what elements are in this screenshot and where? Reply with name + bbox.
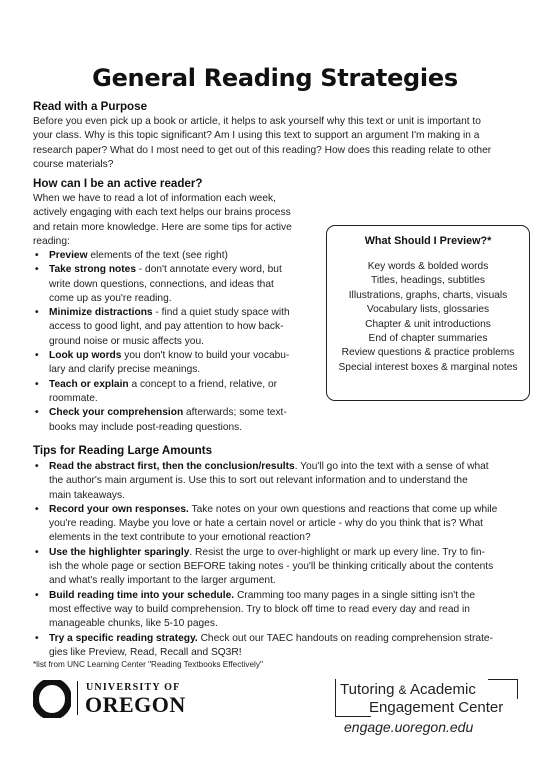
taec-text: Academic <box>406 681 476 698</box>
bullet-bold: Take strong notes <box>49 264 136 276</box>
bullet-dot: • <box>35 632 39 644</box>
preview-item: Review questions & practice problems <box>341 347 515 359</box>
list-item <box>33 460 533 503</box>
preview-item: Vocabulary lists, glossaries <box>366 304 490 316</box>
taec-frame <box>335 716 371 717</box>
bullet-bold: Use the highlighter sparingly <box>49 546 190 558</box>
bullet-text: and what's really important to the larger argument. <box>49 575 276 587</box>
bullet-text: elements in the text contribute to your emotional reaction? <box>49 532 311 544</box>
intro-line: actively engaging with each text helps our brains process <box>33 207 291 219</box>
taec-frame <box>488 679 518 680</box>
bullet-text: Check out our TAEC handouts on reading comprehension strate- <box>197 632 493 644</box>
list-item <box>33 632 533 661</box>
bullet-text: roommate. <box>49 392 98 404</box>
preview-item: End of chapter summaries <box>368 333 488 345</box>
bullet-text: manageable chunks, like 5-10 pages. <box>49 618 218 630</box>
bullet-text: most effective way to build comprehension. Try to block off time to read every day and read in <box>49 603 470 615</box>
bullet-dot: • <box>35 250 39 261</box>
purpose-line: your class. Why is this topic significant? Am I using this text to support an argument I'm making in a <box>33 130 480 142</box>
list-item <box>33 263 323 306</box>
bullet-dot: • <box>35 307 39 319</box>
bullet-text: - find a quiet study space with <box>152 307 290 319</box>
bullet-dot: • <box>35 264 39 276</box>
purpose-line: research paper? What do I most need to get out of this reading? How does this reading relate to other <box>33 144 492 156</box>
bullet-text: elements of the text (see right) <box>87 250 228 261</box>
taec-logo <box>335 679 520 717</box>
list-item <box>33 378 323 407</box>
purpose-paragraph <box>33 115 528 172</box>
intro-line: reading: <box>33 235 70 247</box>
bullet-dot: • <box>35 407 39 419</box>
preview-item: Special interest boxes & marginal notes <box>338 361 518 373</box>
bullet-text: access to good light, and pay attention to how back- <box>49 321 284 333</box>
bullet-text: Cramming too many pages in a single sitting isn't the <box>234 589 476 601</box>
bullet-text: . Resist the urge to over-highlight or mark up every line. Try to fin- <box>189 546 485 558</box>
active-reader-list <box>33 249 323 435</box>
list-item <box>33 249 323 263</box>
active-reader-intro <box>33 192 323 249</box>
taec-frame <box>335 679 336 717</box>
bullet-text: lary and clarify precise meanings. <box>49 364 201 376</box>
oregon-wordmark: OREGON <box>85 692 186 717</box>
preview-box-title: What Should I Preview?* <box>364 235 492 247</box>
bullet-text: the author's main argument is. Use this to sort out relevant information and to understand the <box>49 475 468 487</box>
preview-item: Titles, headings, subtitles <box>370 275 485 287</box>
bullet-text: ground noise or music affects you. <box>49 335 204 347</box>
bullet-bold: Record your own responses. <box>49 503 189 515</box>
footnote: *list from UNC Learning Center "Reading Textbooks Effectively" <box>33 660 263 669</box>
list-item <box>33 589 533 632</box>
bullet-text: gies like Preview, Read, Recall and SQ3R! <box>49 646 242 658</box>
list-item <box>33 349 323 378</box>
intro-line: and retain more knowledge. Here are some tips for active <box>33 221 292 233</box>
list-item <box>33 306 323 349</box>
bullet-text: write down questions, connections, and ideas that <box>49 278 274 290</box>
list-item <box>33 546 533 589</box>
website-link[interactable]: engage.uoregon.edu <box>344 719 474 735</box>
bullet-dot: • <box>35 350 39 362</box>
large-amounts-list <box>33 460 533 660</box>
bullet-bold: Preview <box>49 250 88 261</box>
bullet-dot: • <box>35 461 39 472</box>
bullet-text: afterwards; some text- <box>183 407 287 419</box>
taec-line-2: Engagement Center <box>369 699 504 716</box>
bullet-bold: Check your comprehension <box>49 407 184 419</box>
list-item <box>33 503 533 546</box>
bullet-text: main takeaways. <box>49 489 125 501</box>
university-label: UNIVERSITY OF <box>86 682 181 693</box>
bullet-bold: Read the abstract first, then the conclusion/results <box>49 461 295 472</box>
bullet-text: - don't annotate every word, but <box>136 264 282 276</box>
bullet-dot: • <box>35 546 39 558</box>
bullet-dot: • <box>35 589 39 601</box>
bullet-text: a concept to a friend, relative, or <box>128 378 278 390</box>
preview-list <box>327 260 529 375</box>
preview-item: Illustrations, graphs, charts, visuals <box>348 289 508 301</box>
taec-text: Tutoring <box>340 681 399 698</box>
bullet-text: you're reading. Maybe you love or hate a certain novel or article - why do you think that is? What <box>49 518 484 530</box>
university-o-logo-icon <box>33 680 71 718</box>
purpose-line: Before you even pick up a book or article, it helps to ask yourself why this text or unit is important to <box>33 116 481 127</box>
bullet-text: . You'll go into the text with a sense of what <box>294 461 489 472</box>
taec-ampersand: & <box>398 683 407 697</box>
section-heading-active-reader: How can I be an active reader? <box>33 177 203 190</box>
bullet-dot: • <box>35 378 39 390</box>
bullet-bold: Teach or explain <box>49 378 129 390</box>
preview-item: Key words & bolded words <box>367 261 489 272</box>
taec-line-1 <box>340 681 476 698</box>
bullet-text: you don't know to build your vocabu- <box>121 350 290 362</box>
section-heading-purpose: Read with a Purpose <box>33 100 148 113</box>
taec-frame <box>517 679 518 699</box>
section-heading-large-amounts: Tips for Reading Large Amounts <box>33 444 213 457</box>
bullet-text: ish the whole page or section BEFORE taking notes - you'll be thinking critically about the contents <box>49 561 494 573</box>
bullet-bold: Minimize distractions <box>49 307 153 319</box>
bullet-text: books may include post-reading questions. <box>49 421 243 433</box>
purpose-line: course materials? <box>33 158 114 170</box>
list-item <box>33 406 323 435</box>
page-title: General Reading Strategies <box>92 64 458 92</box>
bullet-dot: • <box>35 503 39 515</box>
logo-divider <box>77 681 78 715</box>
bullet-bold: Try a specific reading strategy. <box>49 632 198 644</box>
preview-item: Chapter & unit introductions <box>365 318 491 330</box>
bullet-text: Take notes on your own questions and reactions that come up while <box>188 503 498 515</box>
bullet-bold: Look up words <box>49 350 122 362</box>
bullet-bold: Build reading time into your schedule. <box>49 589 235 601</box>
intro-line: When we have to read a lot of information each week, <box>33 193 276 204</box>
bullet-text: come up as you're reading. <box>49 292 172 304</box>
preview-box <box>326 225 530 401</box>
